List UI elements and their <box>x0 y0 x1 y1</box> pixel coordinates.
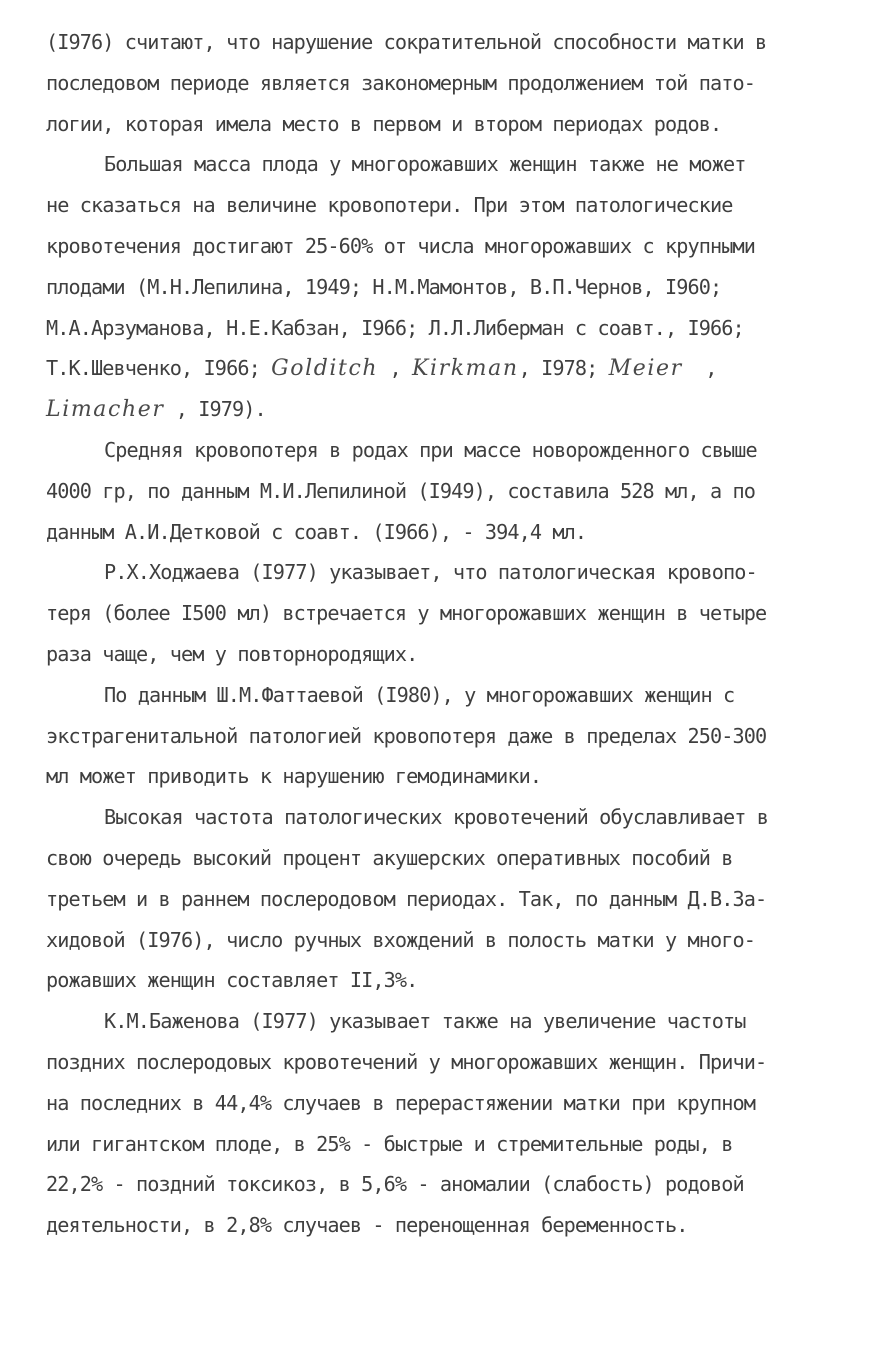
text-line: К.М.Баженова (I977) указывает также на увеличение частоты <box>104 1009 746 1034</box>
text-line-with-handwriting <box>46 389 846 430</box>
handwritten-name: Meier <box>608 356 683 382</box>
typed-text: , <box>378 356 412 381</box>
text-line: кровотечения достигают 25-60% от числа многорожавших с крупными <box>46 233 755 258</box>
text-line: 22,2% - поздний токсикоз, в 5,6% - аномалии (слабость) родовой <box>46 1172 744 1197</box>
typed-text: , I978; <box>518 356 609 381</box>
text-line: мл может приводить к нарушению гемодинамики. <box>46 764 542 789</box>
text-line: рожавших женщин составляет II,3%. <box>46 968 418 993</box>
typed-text: , <box>682 356 717 381</box>
text-line: последовом периоде является закономерным продолжением той пато- <box>46 70 755 95</box>
document-text <box>46 22 846 1246</box>
handwritten-name: Kirkman <box>411 356 519 382</box>
text-line: третьем и в раннем послеродовом периодах. Так, по данным Д.В.За- <box>46 886 767 911</box>
text-line: Средняя кровопотеря в родах при массе новорожденного свыше <box>104 437 757 462</box>
text-line: раза чаще, чем у повторнородящих. <box>46 641 418 666</box>
text-line: Высокая частота патологических кровотечений обуславливает в <box>104 805 768 830</box>
text-line: не сказаться на величине кровопотери. При этом патологические <box>46 193 733 218</box>
text-line: (I976) считают, что нарушение сократительной способности матки в <box>46 30 767 54</box>
text-line: логии, которая имела место в первом и втором периодах родов. <box>46 111 722 136</box>
text-line: или гигантском плоде, в 25% - быстрые и стремительные роды, в <box>46 1131 733 1156</box>
handwritten-name: Limacher <box>46 397 165 423</box>
text-line: М.А.Арзуманова, Н.Е.Кабзан, I966; Л.Л.Либерман с соавт., I966; <box>46 315 744 340</box>
text-line: Р.Х.Ходжаева (I977) указывает, что патологическая кровопо- <box>104 560 757 585</box>
text-line: поздних послеродовых кровотечений у многорожавших женщин. Причи- <box>46 1049 767 1074</box>
text-line: Большая масса плода у многорожавших женщин также не может <box>104 152 746 177</box>
text-line: на последних в 44,4% случаев в перерастяжении матки при крупном <box>46 1090 755 1115</box>
text-line: плодами (М.Н.Лепилина, 1949; Н.М.Мамонтов, В.П.Чернов, I960; <box>46 274 722 299</box>
text-line: По данным Ш.М.Фаттаевой (I980), у многорожавших женщин с <box>104 682 735 707</box>
text-line: 4000 гр, по данным М.И.Лепилиной (I949), составила 528 мл, а по <box>46 478 755 503</box>
typed-text: , I979). <box>164 397 266 422</box>
typed-text: Т.К.Шевченко, I966; <box>46 356 272 381</box>
text-line: хидовой (I976), число ручных вхождений в полость матки у много- <box>46 927 755 952</box>
handwritten-name: Golditch <box>271 356 379 382</box>
text-line: теря (более I500 мл) встречается у многорожавших женщин в четыре <box>46 601 767 626</box>
text-line: свою очередь высокий процент акушерских оперативных пособий в <box>46 845 733 870</box>
text-line-with-handwriting <box>46 348 846 389</box>
text-line: деятельности, в 2,8% случаев - перенощенная беременность. <box>46 1213 688 1238</box>
text-line: данным А.И.Детковой с соавт. (I966), - 394,4 мл. <box>46 519 587 544</box>
text-line: экстрагенитальной патологией кровопотеря даже в пределах 250-300 <box>46 723 767 748</box>
